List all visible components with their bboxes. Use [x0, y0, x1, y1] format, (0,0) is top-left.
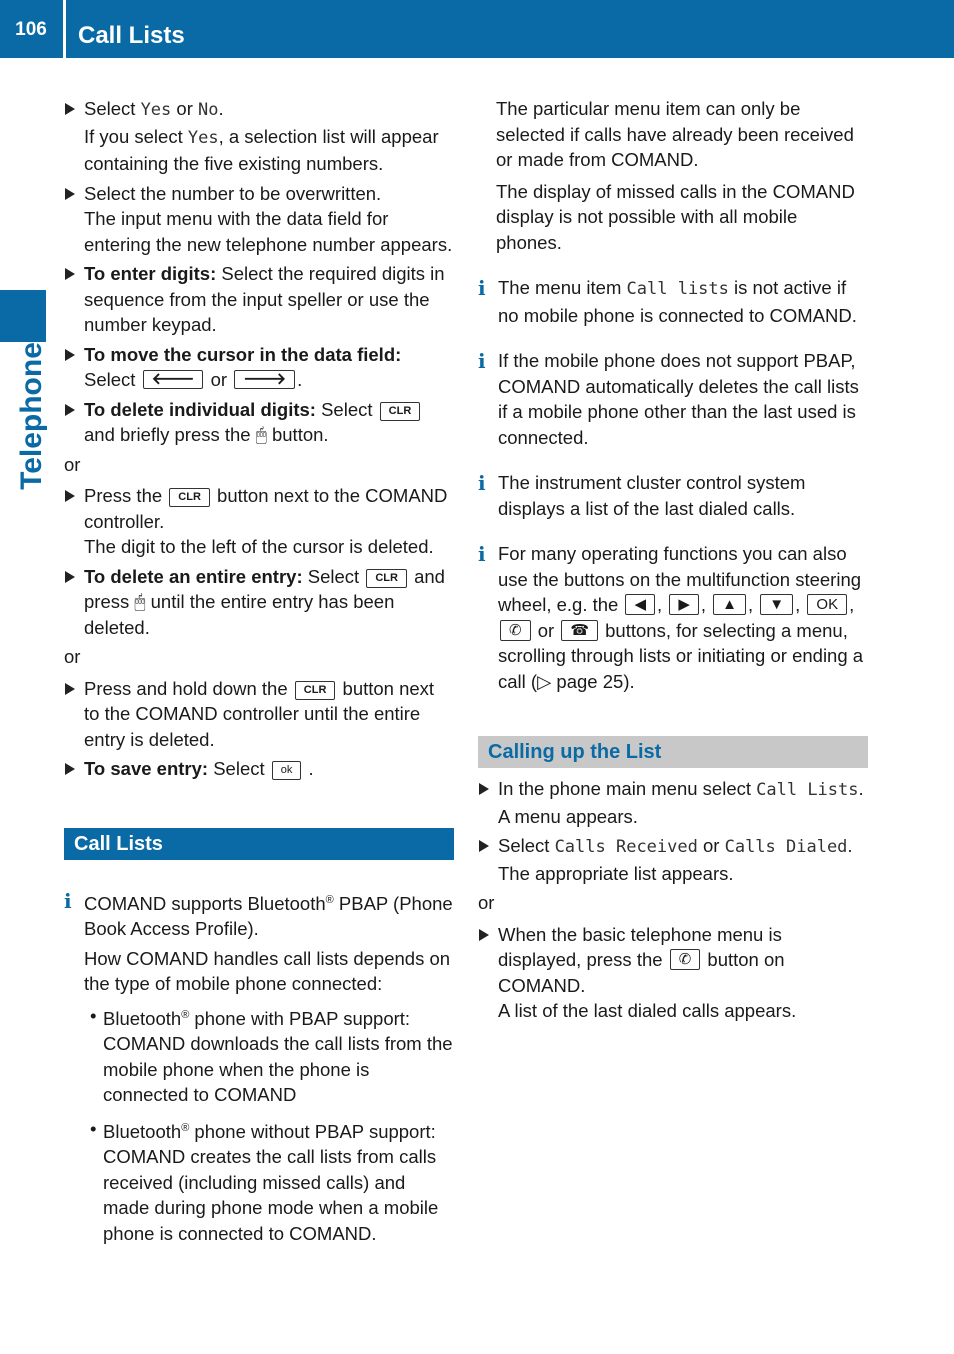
text: Press the — [84, 485, 168, 506]
info-pbap-not-supported — [478, 348, 868, 450]
text: ). — [623, 670, 635, 692]
bullet-dot: • — [90, 1117, 97, 1139]
text: or — [697, 835, 725, 856]
right-column — [478, 96, 868, 1028]
step-arrow-icon — [65, 404, 75, 416]
step-heading: To move the cursor in the data field: — [84, 343, 402, 365]
text: COMAND supports Bluetooth — [84, 892, 326, 914]
text: Select — [315, 398, 378, 420]
step-select-received-dialed — [478, 833, 868, 886]
step-result: The input menu with the data field for entering the new telephone number appears. — [84, 208, 453, 255]
text: Select the number to be overwritten. — [84, 182, 382, 204]
text: button on COMAND. — [498, 949, 785, 996]
step-result: A menu appears. — [498, 805, 638, 827]
step-arrow-icon — [65, 188, 75, 200]
text: Select — [84, 98, 141, 119]
step-result: A list of the last dialed calls appears. — [498, 1000, 797, 1021]
ok-key-icon: ok — [272, 761, 302, 780]
arrow-right-key-icon: 🡒 — [234, 370, 295, 389]
text: button. — [266, 424, 329, 445]
up-key-icon: ▲ — [713, 594, 746, 615]
text: Press and hold down the — [84, 677, 293, 699]
info-pbap — [64, 888, 454, 942]
text: PBAP (Phone Book Access Profile). — [84, 892, 453, 939]
text: . — [847, 835, 853, 856]
paragraph-handles: How COMAND handles call lists depends on the type of mobile phone connected: — [84, 947, 451, 994]
call-key-icon: ✆ — [500, 620, 531, 641]
step-press-clr — [64, 483, 454, 560]
text: buttons, for selecting a menu, scrolling through lists or initiating or ending a call ( — [498, 619, 864, 692]
text: Select — [84, 369, 141, 390]
text: phone without PBAP support: COMAND creates the call lists from calls received (including missed calls) and made during phone mode when a mobile phone is connected to COMAND. — [103, 1120, 439, 1244]
clr-key-icon: CLR — [295, 681, 336, 700]
menu-code: Yes — [187, 127, 219, 148]
step-arrow-icon — [65, 683, 75, 695]
text: If you select — [84, 125, 188, 147]
text: Select — [208, 758, 270, 779]
header-divider — [63, 0, 66, 58]
step-arrow-icon — [65, 349, 75, 361]
page-title — [78, 0, 185, 58]
page-reference-link[interactable]: ▷ page 25 — [537, 670, 624, 692]
page-number: 106 — [15, 19, 47, 40]
text: button next to the COMAND controller. — [84, 485, 448, 532]
step-arrow-icon — [65, 103, 75, 115]
step-heading: To save entry: — [84, 758, 209, 779]
side-section-label: Telephone — [15, 342, 48, 490]
info-icon: i — [64, 888, 72, 913]
text: Bluetooth — [103, 1120, 182, 1142]
menu-code: Calls Dialed — [724, 837, 848, 857]
ok-key-icon: OK — [807, 594, 847, 615]
info-icon: i — [478, 471, 486, 495]
text: is not active if no mobile phone is connected to COMAND. — [498, 277, 857, 326]
paragraph-menu-item: The particular menu item can only be selected if calls have already been received or made from COMAND. — [496, 98, 854, 170]
call-key-icon: ✆ — [670, 949, 701, 970]
step-arrow-icon — [65, 490, 75, 502]
clr-key-icon: CLR — [169, 488, 210, 507]
text: When the basic telephone menu is displayed, press the — [498, 923, 782, 970]
arrow-left-key-icon: 🡐 — [143, 370, 204, 389]
section-heading-calling-up: Calling up the List — [478, 736, 868, 768]
step-hold-clr — [64, 676, 454, 753]
bullet-dot: • — [90, 1004, 97, 1026]
end-call-key-icon: ☎ — [561, 620, 598, 641]
registered-mark: ® — [181, 1121, 190, 1134]
step-arrow-icon — [479, 783, 489, 795]
text: For many operating functions you can also use the buttons on the multifunction steering wheel, e.g. the — [498, 543, 862, 615]
text: . — [297, 369, 303, 390]
step-heading: To delete individual digits: — [84, 398, 316, 420]
text: Bluetooth — [103, 1007, 182, 1029]
menu-code: Calls Received — [554, 837, 698, 857]
text: . — [303, 758, 314, 779]
text: or — [532, 619, 560, 641]
menu-code: No — [198, 100, 219, 120]
menu-code: Yes — [140, 100, 172, 120]
step-heading: To enter digits: — [84, 263, 217, 284]
clr-key-icon: CLR — [366, 569, 407, 588]
paragraph-missed-calls: The display of missed calls in the COMAND display is not possible with all mobile phones. — [496, 180, 855, 253]
step-save-entry — [64, 756, 454, 782]
step-arrow-icon — [65, 571, 75, 583]
text: Select — [498, 835, 555, 856]
text: , a selection list will appear containing the five existing numbers. — [84, 125, 439, 174]
step-select-call-lists — [478, 776, 868, 829]
text: . — [218, 98, 224, 119]
step-heading: To delete an entire entry: — [84, 565, 303, 587]
text: The instrument cluster control system displays a list of the last dialed calls. — [498, 472, 806, 519]
info-call-lists-inactive — [478, 275, 868, 328]
controller-icon: 🖱 — [255, 424, 267, 445]
down-key-icon: ▼ — [760, 594, 793, 615]
step-arrow-icon — [65, 268, 75, 280]
step-delete-entry — [64, 564, 454, 641]
text: In the phone main menu select — [498, 778, 757, 799]
left-key-icon: ◀ — [625, 594, 655, 615]
text: If the mobile phone does not support PBAP, COMAND automatically deletes the call lists if a mobile phone other than the last used is connected. — [498, 350, 859, 448]
text: . — [858, 778, 864, 799]
step-result: The digit to the left of the cursor is deleted. — [84, 536, 434, 557]
text: or — [205, 369, 233, 390]
controller-icon: 🖱 — [134, 591, 146, 612]
step-arrow-icon — [479, 929, 489, 941]
bullet-without-pbap — [64, 1116, 454, 1247]
or-separator: or — [64, 453, 81, 475]
right-key-icon: ▶ — [669, 594, 699, 615]
info-steering-wheel: i For many operating functions you can also use the buttons on the multifunction steering wheel, e.g. the ◀ , ▶ , ▲ , ▼ , OK , ✆ or ☎ buttons, for selecting a menu, scrolling through lists or initiating or ending a call (▷ page 25). — [478, 542, 864, 692]
step-select-yes-no — [64, 96, 454, 177]
or-separator: or — [478, 892, 495, 913]
page-title-text: Call Lists — [78, 22, 185, 49]
menu-code: Call lists — [626, 279, 729, 299]
step-result: The appropriate list appears. — [498, 862, 734, 884]
step-basic-telephone-menu — [478, 922, 868, 1024]
step-delete-digits — [64, 397, 454, 448]
info-icon: i — [478, 276, 486, 300]
text: Select — [302, 565, 365, 587]
section-heading-call-lists: Call Lists — [64, 828, 454, 860]
text: The menu item — [498, 277, 627, 298]
text: button next to the COMAND controller until the entire entry is deleted. — [84, 677, 435, 750]
menu-code: Call Lists — [756, 780, 859, 800]
text: or — [171, 98, 199, 119]
or-separator: or — [64, 646, 81, 667]
step-arrow-icon — [65, 763, 75, 775]
text: and press — [84, 565, 445, 612]
bullet-with-pbap — [64, 1003, 454, 1108]
step-move-cursor — [64, 342, 454, 393]
info-icon: i — [478, 542, 486, 566]
step-enter-digits — [64, 261, 454, 338]
text: Select the required digits in sequence from the input speller or use the number keypad. — [84, 263, 445, 335]
text: phone with PBAP support: COMAND downloads the call lists from the mobile phone when the phone is connected to COMAND — [103, 1007, 453, 1105]
registered-mark: ® — [325, 893, 334, 906]
text: and briefly press the — [84, 424, 256, 445]
text: until the entire entry has been deleted. — [84, 591, 395, 638]
registered-mark: ® — [181, 1008, 190, 1021]
step-select-number — [64, 181, 454, 258]
left-column — [64, 96, 454, 1254]
info-instrument-cluster — [478, 470, 868, 521]
step-arrow-icon — [479, 840, 489, 852]
clr-key-icon: CLR — [380, 402, 421, 421]
info-icon: i — [478, 349, 486, 373]
